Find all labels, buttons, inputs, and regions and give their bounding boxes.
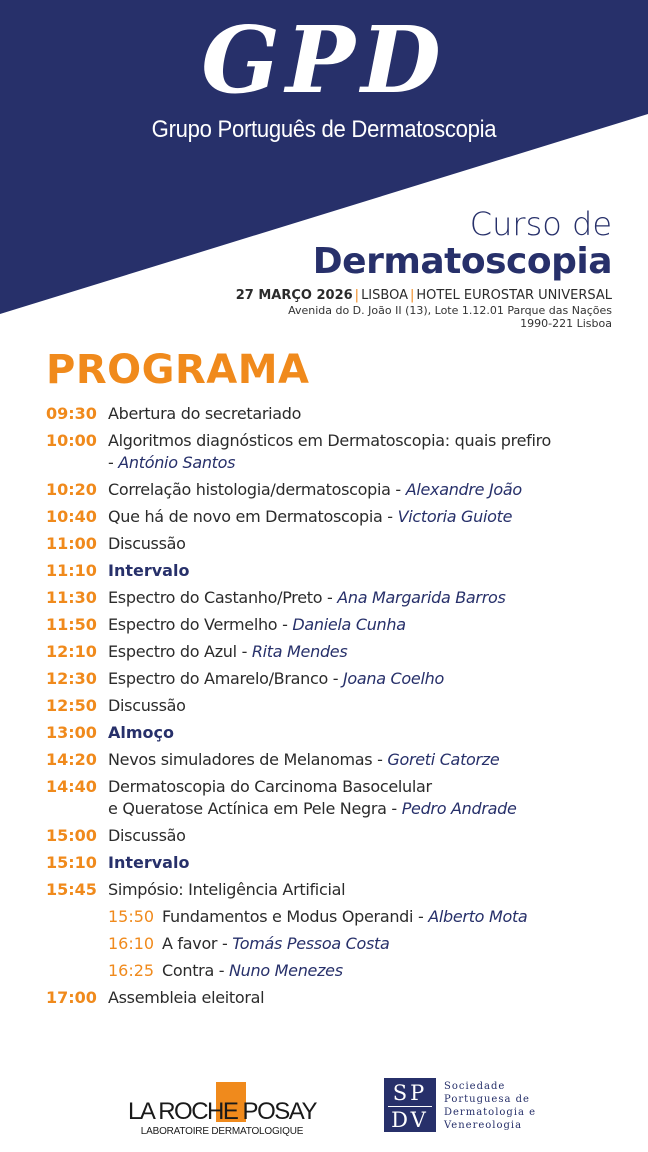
schedule-item [46, 611, 636, 638]
schedule-item [46, 400, 636, 427]
item-text [108, 584, 636, 611]
separator: | [354, 288, 360, 303]
item-text: Discussão [108, 534, 186, 553]
item-time: 12:10 [46, 642, 97, 661]
schedule-item [46, 876, 636, 903]
subitem-speaker: Alberto Mota [428, 907, 528, 926]
item-text: Simpósio: Inteligência Artificial [108, 880, 346, 899]
spdv-divider [388, 1106, 432, 1107]
venue-postcode: 1990-221 Lisboa [520, 317, 612, 330]
item-title: Espectro do Amarelo/Branco - [108, 669, 344, 688]
item-text [108, 638, 636, 665]
item-title: Que há de novo em Dermatoscopia - [108, 507, 398, 526]
symposium-item [46, 930, 636, 957]
symposium-item [46, 957, 636, 984]
item-time: 11:50 [46, 615, 97, 634]
item-speaker: Goreti Catorze [387, 750, 500, 769]
schedule-item [46, 719, 636, 746]
spdv-letters-top: SP [392, 1081, 428, 1105]
item-text [108, 503, 636, 530]
course-title-line2: Dermatoscopia [312, 241, 612, 282]
spdv-line: Venereologia [444, 1120, 523, 1131]
event-date: 27 MARÇO 2026 [235, 288, 353, 303]
item-text: Abertura do secretariado [108, 404, 302, 423]
subitem-title: A favor - [162, 934, 233, 953]
event-details [236, 288, 612, 304]
item-time: 14:40 [46, 777, 97, 796]
la-roche-posay-logo [114, 1082, 330, 1142]
subitem-text [162, 930, 636, 957]
symposium-item [46, 903, 636, 930]
spdv-letters-bottom: DV [391, 1108, 429, 1132]
schedule-item [46, 984, 636, 1011]
item-text [108, 611, 636, 638]
item-time: 12:50 [46, 696, 97, 715]
spdv-line: Portuguesa de [444, 1094, 530, 1105]
item-time: 10:40 [46, 507, 97, 526]
item-text: Discussão [108, 826, 186, 845]
spdv-logo-mark [384, 1078, 436, 1132]
item-text [108, 665, 636, 692]
separator: | [409, 288, 415, 303]
event-city: LISBOA [361, 288, 408, 303]
item-text: Assembleia eleitoral [108, 988, 265, 1007]
item-speaker: António Santos [118, 453, 236, 472]
item-title: Espectro do Vermelho - [108, 615, 293, 634]
event-venue: HOTEL EUROSTAR UNIVERSAL [416, 288, 612, 303]
item-time: 13:00 [46, 723, 97, 742]
item-time: 12:30 [46, 669, 97, 688]
item-text: Intervalo [108, 561, 190, 580]
item-title: Correlação histologia/dermatoscopia - [108, 480, 406, 499]
lrp-subtitle: LABORATOIRE DERMATOLOGIQUE [140, 1126, 304, 1137]
subitem-speaker: Nuno Menezes [229, 961, 343, 980]
subitem-title: Fundamentos e Modus Operandi - [162, 907, 429, 926]
item-speaker: Ana Margarida Barros [337, 588, 506, 607]
item-time: 10:20 [46, 480, 97, 499]
item-time: 15:00 [46, 826, 97, 845]
item-time: 15:10 [46, 853, 97, 872]
subitem-time: 16:10 [108, 934, 155, 953]
item-title: Espectro do Castanho/Preto - [108, 588, 338, 607]
schedule-item [46, 665, 636, 692]
course-info [236, 206, 612, 330]
organization-name: Grupo Português de Dermatoscopia [151, 116, 497, 143]
schedule-item [46, 503, 636, 530]
item-time: 09:30 [46, 404, 97, 423]
item-dash: - [108, 453, 119, 472]
item-time: 14:20 [46, 750, 97, 769]
schedule-item [46, 530, 636, 557]
item-speaker: Alexandre João [405, 480, 522, 499]
subitem-text [162, 903, 636, 930]
item-title: Dermatoscopia do Carcinoma Basocelular [108, 777, 432, 796]
item-time: 15:45 [46, 880, 97, 899]
item-title: Espectro do Azul - [108, 642, 252, 661]
schedule-item [46, 584, 636, 611]
item-speaker: Victoria Guiote [397, 507, 513, 526]
subitem-time: 15:50 [108, 907, 155, 926]
item-title-cont: e Queratose Actínica em Pele Negra - [108, 799, 402, 818]
item-speaker: Joana Coelho [343, 669, 444, 688]
item-title: Algoritmos diagnósticos em Dermatoscopia: quais prefiro [108, 431, 552, 450]
subitem-time: 16:25 [108, 961, 155, 980]
schedule-item [46, 849, 636, 876]
schedule-item [46, 476, 636, 503]
schedule-item [46, 692, 636, 719]
schedule-item [46, 427, 636, 476]
programa-heading: PROGRAMA [46, 347, 310, 393]
schedule-item [46, 773, 636, 822]
item-text: Discussão [108, 696, 186, 715]
schedule-item [46, 822, 636, 849]
spdv-society-name [444, 1080, 536, 1132]
item-time: 11:00 [46, 534, 97, 553]
item-text: Almoço [108, 723, 175, 742]
course-title-line1: Curso de [469, 205, 612, 243]
schedule-item [46, 557, 636, 584]
lrp-name: LA ROCHE POSAY [128, 1098, 316, 1125]
item-text [108, 746, 636, 773]
item-text [108, 476, 636, 503]
item-time: 11:10 [46, 561, 97, 580]
spdv-line: Dermatologia e [444, 1107, 537, 1118]
gpd-logo: GPD [201, 6, 447, 114]
item-text: Intervalo [108, 853, 190, 872]
schedule-list [46, 400, 636, 1011]
subitem-text [162, 957, 636, 984]
schedule-item [46, 638, 636, 665]
item-text [108, 430, 636, 474]
item-speaker: Daniela Cunha [292, 615, 406, 634]
subitem-speaker: Tomás Pessoa Costa [232, 934, 390, 953]
item-speaker: Pedro Andrade [401, 799, 517, 818]
item-time: 17:00 [46, 988, 97, 1007]
sponsor-footer [0, 1070, 648, 1150]
spdv-line: Sociedade [444, 1081, 506, 1092]
subitem-title: Contra - [162, 961, 230, 980]
venue-address: Avenida do D. João II (13), Lote 1.12.01 Parque das Nações [288, 304, 612, 317]
item-title: Nevos simuladores de Melanomas - [108, 750, 388, 769]
item-text [108, 776, 636, 820]
item-speaker: Rita Mendes [251, 642, 348, 661]
schedule-item [46, 746, 636, 773]
item-time: 11:30 [46, 588, 97, 607]
item-time: 10:00 [46, 431, 97, 450]
